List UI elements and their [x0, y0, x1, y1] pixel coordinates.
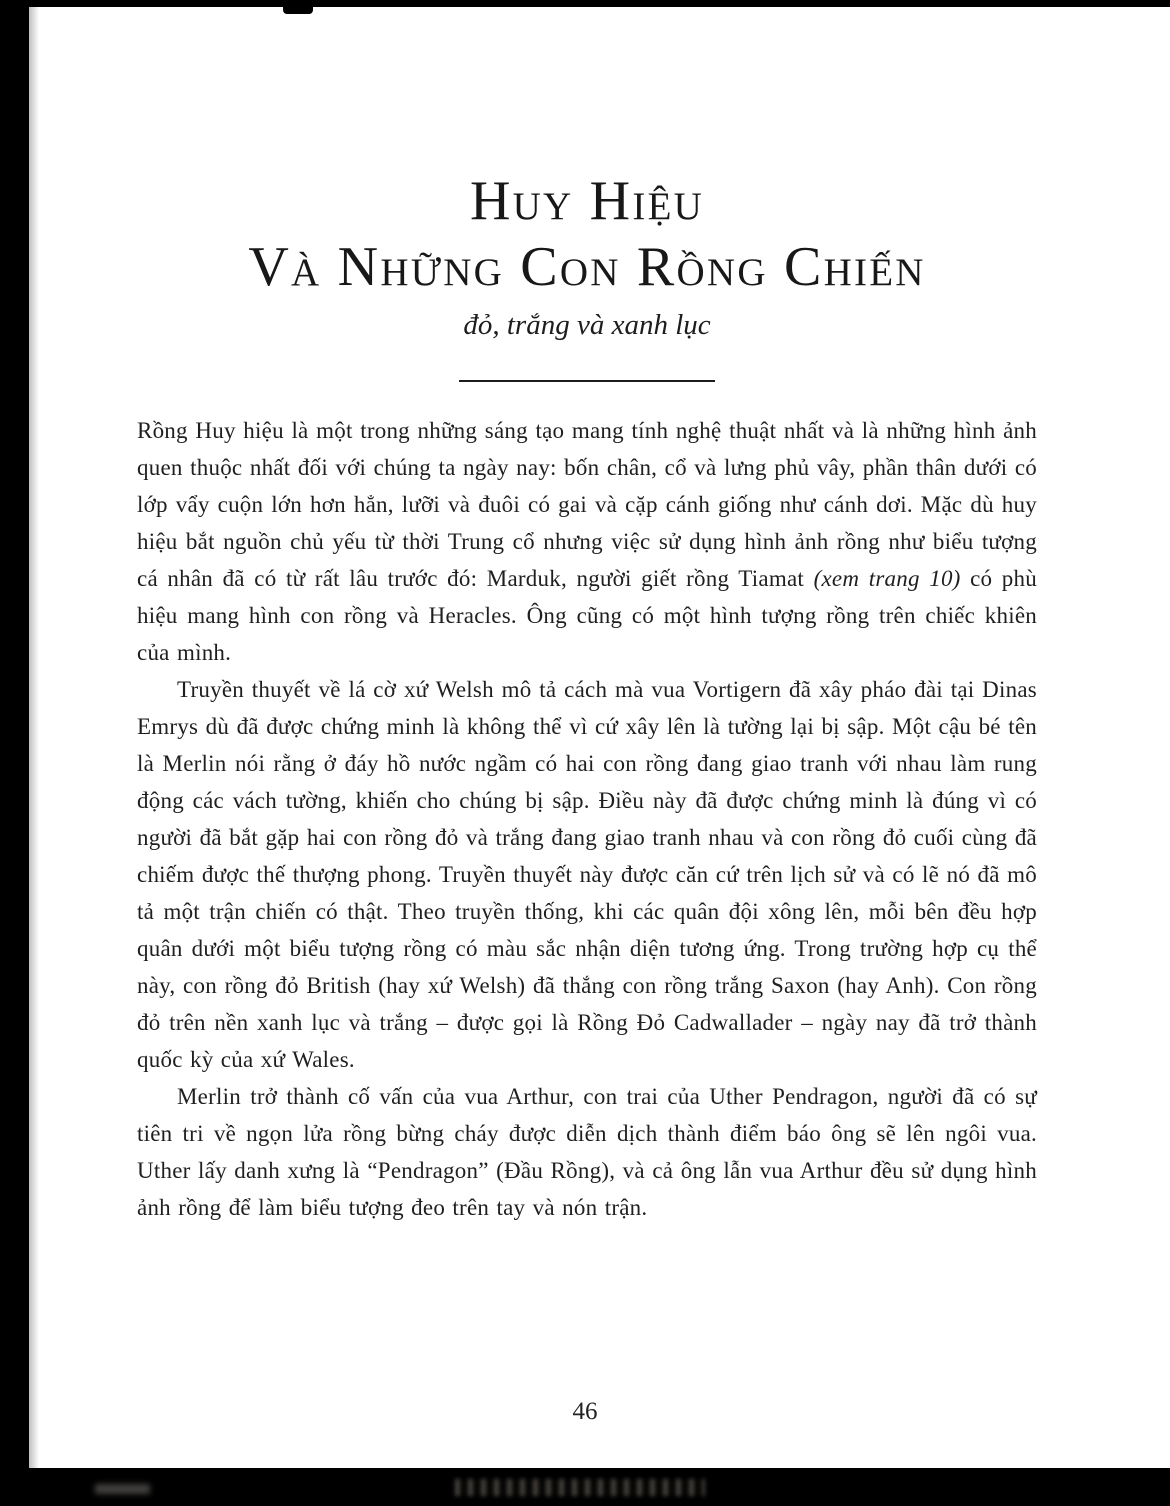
chapter-subtitle: đỏ, trắng và xanh lục [463, 309, 711, 341]
chapter-title-line1: Huy Hiệu [469, 170, 705, 232]
scan-edge-top [0, 0, 1170, 7]
scan-edge-left [0, 0, 29, 1506]
paragraph-1-text-end: có phù hiệu mang hình con rồng và Heracles. Ông cũng có một hình tượng rồng trên chiếc khiên của mình. [137, 566, 1037, 665]
scan-edge-left-shadow [29, 0, 39, 1506]
paragraph-2: Truyền thuyết về lá cờ xứ Welsh mô tả cách mà vua Vortigern đã xây pháo đài tại Dinas Emrys dù đã được chứng minh là không thể vì cứ xây lên là tường lại bị sập. Một cậu bé tên là Merlin nói rằng ở đáy hồ nước ngầm có hai con rồng đang giao tranh với nhau làm rung động các vách tường, khiến cho chúng bị sập. Điều này đã được chứng minh là đúng vì có người đã bắt gặp hai con rồng đỏ và trắng đang giao tranh nhau và con rồng đỏ cuối cùng đã chiếm được thế thượng phong. Truyền thuyết này được căn cứ trên lịch sử và có lẽ nó đã mô tả một trận chiến có thật. Theo truyền thống, khi các quân đội xông lên, mỗi bên đều hợp quân dưới một biểu tượng rồng có màu sắc nhận diện tương ứng. Trong trường hợp cụ thể này, con rồng đỏ British (hay xứ Welsh) đã thắng con rồng trắng Saxon (hay Anh). Con rồng đỏ trên nền xanh lục và trắng – được gọi là Rồng Đỏ Cadwallader – ngày nay đã trở thành quốc kỳ của xứ Wales. [137, 677, 1037, 1072]
scan-edge-top-notch [283, 0, 313, 14]
page-number: 46 [572, 1398, 598, 1425]
paragraph-3: Merlin trở thành cố vấn của vua Arthur, con trai của Uther Pendragon, người đã có sự tiên tri về ngọn lửa rồng bừng cháy được diễn dịch thành điểm báo ông sẽ lên ngôi vua. Uther lấy danh xưng là “Pendragon” (Đầu Rồng), và cả ông lẫn vua Arthur đều sử dụng hình ảnh rồng để làm biểu tượng đeo trên tay và nón trận. [137, 1084, 1037, 1220]
paragraph-1 [137, 412, 1037, 671]
chapter-title [137, 168, 1037, 300]
page-content [137, 168, 1037, 1226]
paragraph-1-inline-italic: (xem trang 10) [813, 566, 961, 591]
scan-edge-bottom [0, 1468, 1170, 1506]
scan-artifact-left [95, 1484, 150, 1494]
scan-artifact-center [455, 1479, 705, 1496]
title-divider [459, 380, 715, 382]
chapter-title-line2: Và Những Con Rồng Chiến [248, 236, 926, 298]
paragraph-1-text-start: Rồng Huy hiệu là một trong những sáng tạo mang tính nghệ thuật nhất và là những hình ảnh quen thuộc nhất đối với chúng ta ngày nay: bốn chân, cổ và lưng phủ vây, phần thân dưới có lớp vẩy cuộn lớn hơn hẳn, lưỡi và đuôi có gai và cặp cánh giống như cánh dơi. Mặc dù huy hiệu bắt nguồn chủ yếu từ thời Trung cổ nhưng việc sử dụng hình ảnh rồng như biểu tượng cá nhân đã có từ rất lâu trước đó: Marduk, người giết rồng Tiamat [137, 418, 1037, 591]
